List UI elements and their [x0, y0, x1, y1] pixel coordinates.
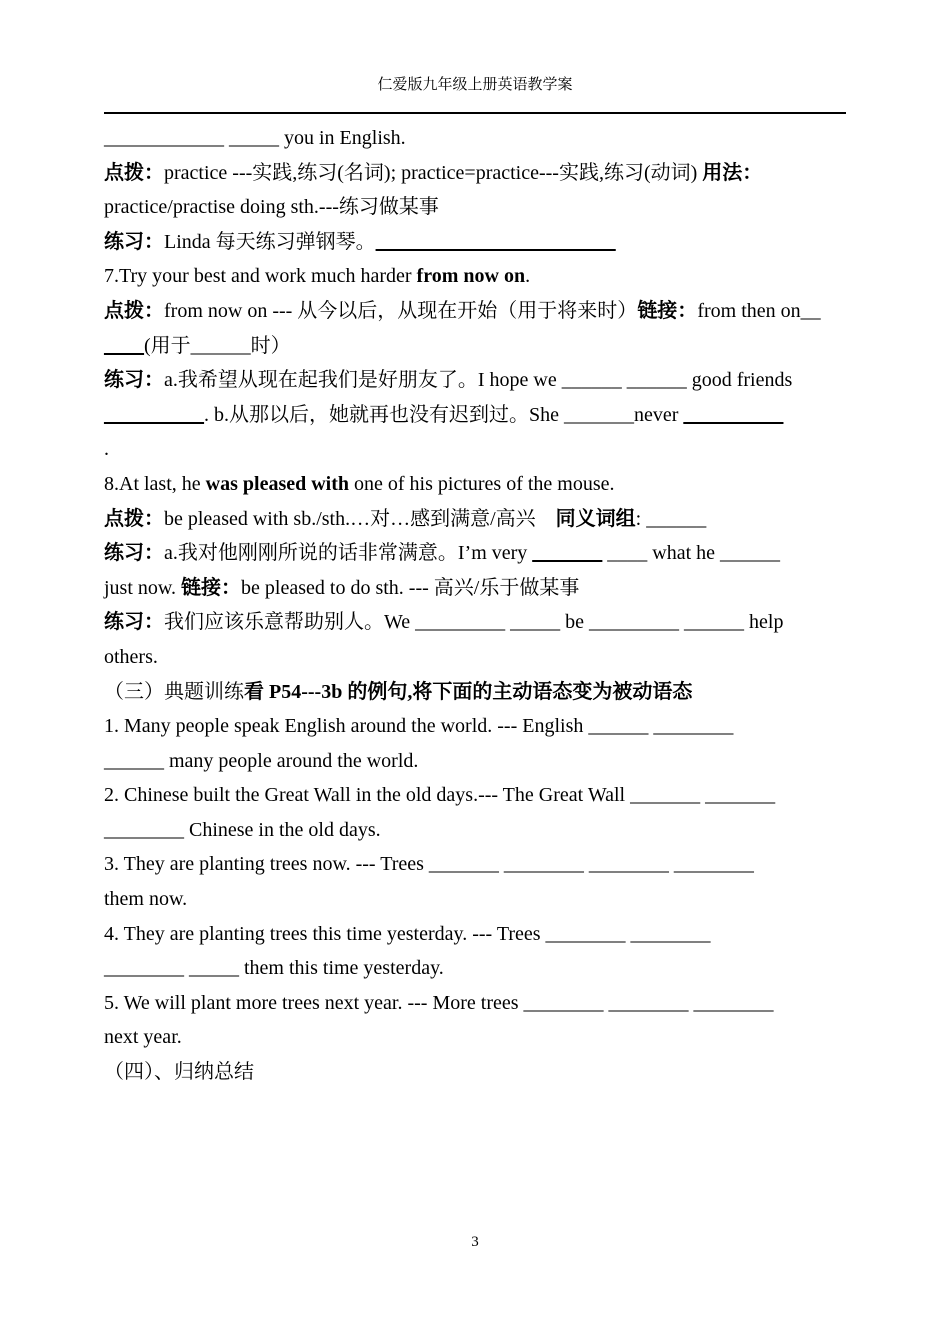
- text-run: 7.Try your best and work much harder: [104, 265, 417, 288]
- text-run: Linda 每天练习弹钢琴。: [164, 230, 376, 253]
- text-line: [104, 605, 846, 640]
- page-header: 仁爱版九年级上册英语教学案: [377, 77, 573, 93]
- text-line: [104, 744, 846, 779]
- text-run: . b.从那以后，她就再也没有迟到过。She _______never: [204, 403, 684, 426]
- answer-blank: ____: [104, 334, 144, 357]
- answer-blank: ________________________: [375, 230, 616, 253]
- text-run: .: [104, 438, 109, 461]
- bold-label: 练习：: [104, 369, 164, 392]
- text-line: [104, 329, 846, 364]
- bold-label: 练习：: [104, 542, 164, 565]
- text-run: a.我希望从现在起我们是好朋友了。I hope we ______ ______ good friends: [164, 369, 793, 392]
- text-line: [104, 259, 846, 294]
- text-line: [104, 432, 846, 467]
- text-line: [104, 502, 846, 537]
- text-run: (用于______时）: [144, 334, 291, 357]
- bold-label: 用法：: [702, 161, 763, 184]
- text-run: （三）典题训练: [104, 680, 244, 703]
- text-line: [104, 640, 846, 675]
- text-line: [104, 571, 846, 606]
- text-run: be pleased with sb./sth.…对…感到满意/高兴: [164, 507, 556, 530]
- text-line: [104, 847, 846, 882]
- bold-label: 链接：: [181, 576, 242, 599]
- bold-label: 点拨：: [104, 161, 164, 184]
- text-run: 2. Chinese built the Great Wall in the old days.--- The Great Wall _______ _______: [104, 784, 776, 807]
- text-run: one of his pictures of the mouse.: [349, 472, 615, 495]
- bold-label: 练习：: [104, 230, 164, 253]
- text-run: just now.: [104, 576, 182, 599]
- text-run: 4. They are planting trees this time yesterday. --- Trees ________ ________: [104, 922, 711, 945]
- bold-label: 点拨：: [104, 299, 164, 322]
- text-run: others.: [104, 645, 158, 668]
- bold-label: 链接：: [637, 299, 698, 322]
- answer-blank: ___ ___ ___: [104, 403, 204, 426]
- text-line: [104, 675, 846, 710]
- text-line: [104, 294, 846, 329]
- text-line: [104, 398, 846, 433]
- text-line: [104, 986, 846, 1021]
- bold-label: from now on: [416, 265, 526, 288]
- text-line: [104, 156, 846, 191]
- text-line: [104, 467, 846, 502]
- text-run: from then on__: [697, 299, 821, 322]
- header-rule: [104, 112, 846, 114]
- text-run: .: [525, 265, 531, 288]
- page-number: 3: [471, 1234, 479, 1250]
- text-line: [104, 882, 846, 917]
- text-run: 8.At last, he: [104, 472, 206, 495]
- text-run: ________ _____ them this time yesterday.: [104, 957, 444, 980]
- text-run: practice/practise doing sth.---练习做某事: [104, 196, 439, 219]
- text-run: ________ Chinese in the old days.: [104, 818, 381, 841]
- text-line: [104, 813, 846, 848]
- text-line: [104, 536, 846, 571]
- bold-label: 练习：: [104, 611, 164, 634]
- text-run: ______ many people around the world.: [104, 749, 419, 772]
- text-run: 3. They are planting trees now. --- Trees _______ ________ ________ ________: [104, 853, 754, 876]
- text-line: [104, 917, 846, 952]
- text-line: [104, 709, 846, 744]
- text-line: [104, 363, 846, 398]
- bold-label: 点拨：: [104, 507, 164, 530]
- text-run: from now on --- 从今以后，从现在开始（用于将来时）: [164, 299, 638, 322]
- text-line: [104, 951, 846, 986]
- text-run: be pleased to do sth. --- 高兴/乐于做某事: [241, 576, 580, 599]
- text-run: ____ what he ______: [602, 542, 781, 565]
- text-line: [104, 190, 846, 225]
- text-line: [104, 778, 846, 813]
- bold-label: was pleased with: [205, 472, 350, 495]
- text-run: : ______: [635, 507, 707, 530]
- text-line: [104, 225, 846, 260]
- text-run: 5. We will plant more trees next year. --- More trees ________ ________ ________: [104, 991, 774, 1014]
- text-run: next year.: [104, 1026, 182, 1049]
- text-run: them now.: [104, 888, 188, 911]
- bold-label: 看 P54---3b 的例句,将下面的主动语态变为被动语态: [244, 680, 693, 703]
- text-line: [104, 1020, 846, 1055]
- document-body: [104, 121, 846, 1090]
- text-run: 1. Many people speak English around the world. --- English ______ ________: [104, 715, 734, 738]
- text-run: 我们应该乐意帮助别人。We _________ _____ be _________ ______ help: [164, 611, 784, 634]
- answer-blank: ___ ___ ___: [683, 403, 784, 426]
- text-run: practice ---实践,练习(名词); practice=practice---实践,练习(动词): [164, 161, 703, 184]
- text-line: [104, 1055, 846, 1090]
- answer-blank: _______: [532, 542, 603, 565]
- text-run: ____________ _____ you in English.: [104, 127, 406, 149]
- text-run: （四）、归纳总结: [104, 1061, 254, 1084]
- bold-label: 同义词组: [555, 507, 636, 530]
- text-line: [104, 121, 846, 156]
- text-run: a.我对他刚刚所说的话非常满意。I’m very: [164, 542, 533, 565]
